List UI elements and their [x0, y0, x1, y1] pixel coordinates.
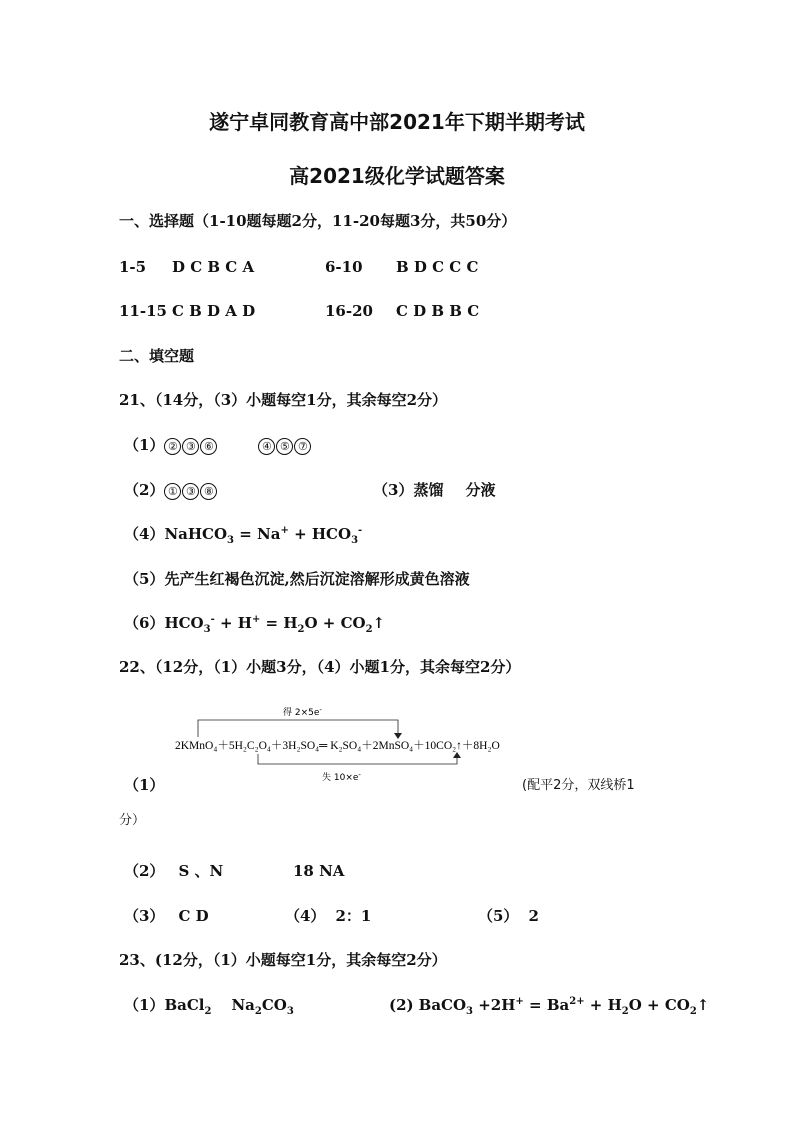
circled-number: ③ [182, 438, 199, 455]
page-subtitle: 高2021级化学试题答案 [289, 164, 505, 188]
eq-text: +2H [473, 996, 516, 1014]
circled-number: ④ [258, 438, 275, 455]
question-header-23: 23、(12分，（1）小题每空1分，其余每空2分） [119, 951, 447, 969]
eq-superscript: - [210, 614, 215, 625]
eq-text: ↑ [696, 996, 710, 1014]
answer-23-2 [389, 995, 709, 1015]
part-label: （5） [478, 907, 519, 925]
answer-21-2 [124, 480, 218, 500]
section-heading-choice: 一、选择题（1-10题每题2分，11-20每题3分，共50分） [119, 212, 517, 230]
scoring-note: (配平2分，双线桥1 [522, 778, 635, 793]
scoring-note-cont: 分） [119, 813, 146, 828]
eq-superscript: + [280, 525, 289, 536]
part-label: （5） [124, 570, 165, 588]
lose-bridge-line [258, 754, 457, 764]
formula-subscript: 2 [254, 1006, 262, 1017]
eq-text: + H [214, 614, 252, 632]
eq-text: HCO [164, 614, 204, 632]
gain-electron-label: 得 2×5e- [283, 706, 322, 718]
gain-bridge-line [198, 720, 398, 737]
eq-text: + H [584, 996, 622, 1014]
answer-22-4 [285, 906, 371, 926]
part-label: (2) [389, 996, 414, 1014]
answer-text: 先产生红褐色沉淀,然后沉淀溶解形成黄色溶液 [164, 570, 470, 588]
answer-22-3 [124, 906, 209, 926]
answer-21-5 [124, 569, 470, 589]
answer-22-1-label: （1） [124, 776, 165, 794]
part-label: （4） [285, 907, 326, 925]
circled-number: ③ [182, 483, 199, 500]
eq-text: BaCO [418, 996, 467, 1014]
answer-21-1 [124, 435, 312, 455]
answer-elements: S 、N [178, 862, 224, 880]
answer-range-label: 6-10 [325, 258, 363, 276]
circled-number: ① [164, 483, 181, 500]
answer-separation: 分液 [465, 481, 496, 499]
answer-range-label: 16-20 [325, 302, 373, 320]
eq-subscript: 3 [351, 535, 359, 546]
part-label: （2） [124, 862, 165, 880]
question-header-22: 22、（12分，（1）小题3分，（4）小题1分，其余每空2分） [119, 658, 521, 676]
part-label: （3） [373, 481, 414, 499]
eq-text: + HCO [288, 525, 352, 543]
answer-values: D C B C A [172, 258, 255, 276]
eq-text: = Ba [523, 996, 570, 1014]
eq-superscript: + [515, 996, 524, 1007]
eq-subscript: 2 [689, 1006, 697, 1017]
answer-22-2b: 18 NA [293, 862, 345, 880]
eq-text: ↑ [372, 614, 386, 632]
eq-superscript: + [251, 614, 261, 625]
lose-arrow-head [453, 752, 461, 758]
eq-text: = H [260, 614, 298, 632]
gain-arrow-head [394, 733, 402, 739]
answer-values: B D C C C [396, 258, 479, 276]
answer-values: C D B B C [396, 302, 480, 320]
answer-21-4 [124, 524, 362, 544]
answer-range-label: 11-15 [119, 302, 167, 320]
part-label: （6） [124, 614, 165, 632]
question-header-21: 21、（14分，（3）小题每空1分，其余每空2分） [119, 391, 448, 409]
answer-23-1 [124, 995, 294, 1015]
part-label: （1） [124, 996, 165, 1014]
answer-options: C D [178, 907, 209, 925]
answer-distillation: 蒸馏 [413, 481, 444, 499]
eq-subscript: 2 [621, 1006, 629, 1017]
answer-21-6 [124, 613, 385, 633]
part-label: （4） [124, 525, 165, 543]
formula-subscript: 2 [204, 1006, 212, 1017]
eq-subscript: 3 [466, 1006, 474, 1017]
formula-text: CO [261, 996, 287, 1014]
answer-21-3 [373, 480, 495, 500]
eq-text: NaHCO [164, 525, 228, 543]
answer-22-5 [478, 906, 539, 926]
eq-text: O + CO [304, 614, 366, 632]
part-label: （3） [124, 907, 165, 925]
circled-number: ② [164, 438, 181, 455]
eq-superscript: 2+ [569, 996, 585, 1007]
circled-number: ⑥ [200, 438, 217, 455]
part-label: （1） [124, 436, 165, 454]
eq-subscript: 3 [203, 624, 211, 635]
circled-number: ⑦ [294, 438, 311, 455]
eq-text: O + CO [628, 996, 690, 1014]
part-label: （2） [124, 481, 165, 499]
page-title: 遂宁卓同教育高中部2021年下期半期考试 [209, 110, 585, 134]
answer-number: 2 [528, 907, 539, 925]
eq-subscript: 3 [227, 535, 235, 546]
eq-text: = Na [234, 525, 281, 543]
answer-ratio: 2：1 [335, 907, 372, 925]
redox-equation: 2KMnO₄＋5H₂C₂O₄＋3H₂SO₄═ K₂SO₄＋2MnSO₄＋10CO₂↑＋8H₂O [175, 740, 500, 752]
redox-double-bridge-figure [170, 700, 520, 786]
formula-text: BaCl [164, 996, 205, 1014]
answer-values: C B D A D [172, 302, 256, 320]
answer-22-2 [124, 861, 223, 881]
formula-subscript: 3 [286, 1006, 294, 1017]
answer-range-label: 1-5 [119, 258, 147, 276]
lose-electron-label: 失 10×e- [322, 771, 361, 783]
section-heading-fill: 二、填空题 [119, 347, 195, 365]
circled-number: ⑧ [200, 483, 217, 500]
formula-text: Na [231, 996, 255, 1014]
eq-subscript: 2 [365, 624, 373, 635]
eq-subscript: 2 [297, 624, 305, 635]
circled-number: ⑤ [276, 438, 293, 455]
eq-superscript: - [358, 525, 363, 536]
